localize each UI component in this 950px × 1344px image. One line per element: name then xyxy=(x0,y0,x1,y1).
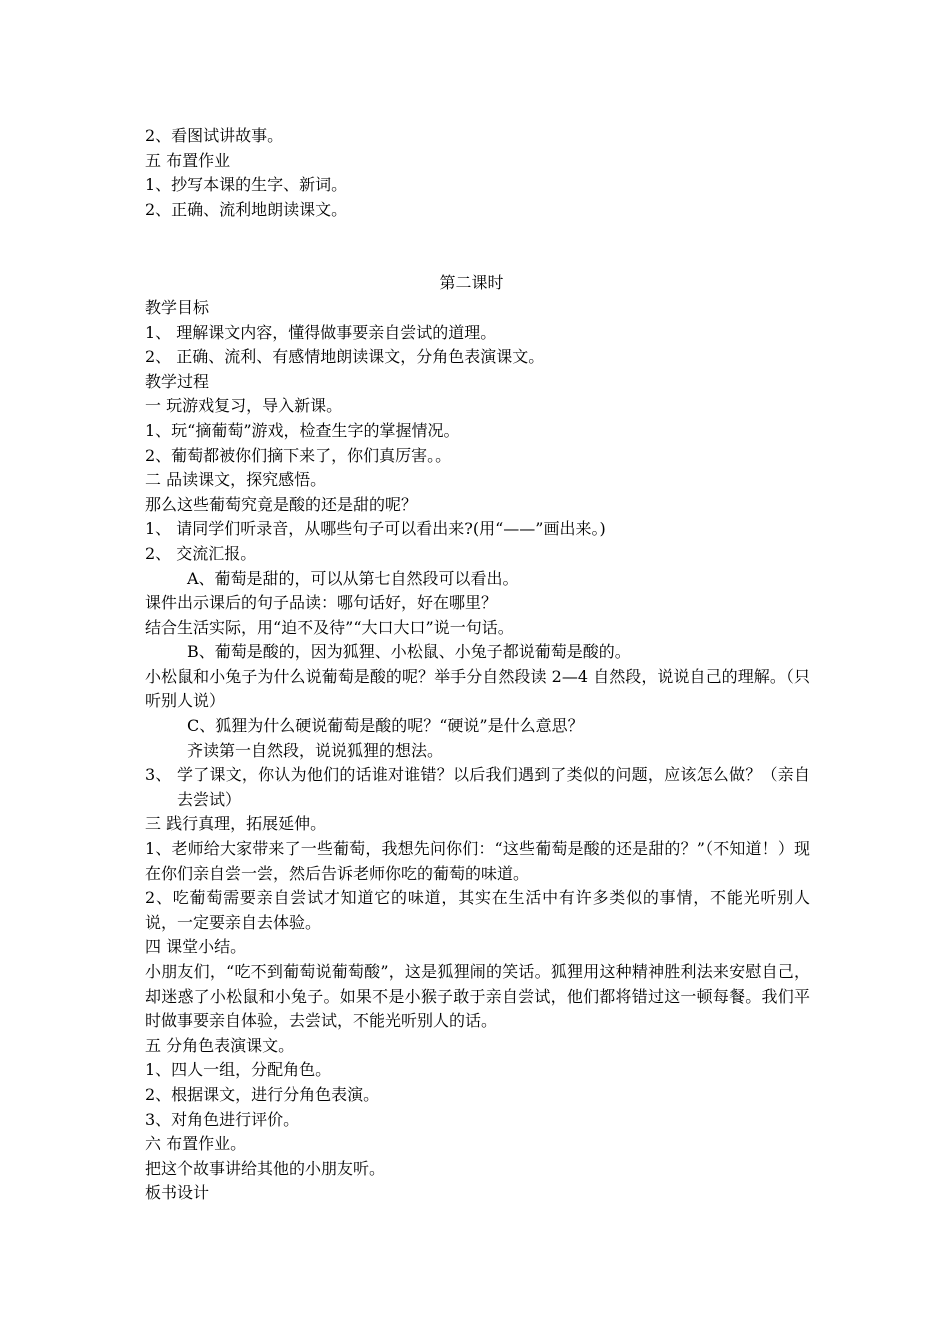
text-line: 2、根据课文，进行分角色表演。 xyxy=(145,1084,380,1104)
text-line: 齐读第一自然段，说说狐狸的想法。 xyxy=(187,740,444,760)
text-line: 1、四人一组，分配角色。 xyxy=(145,1060,332,1080)
spacer xyxy=(145,222,810,271)
section-heading: 板书设计 xyxy=(145,1183,210,1203)
text-line: 1、抄写本课的生字、新词。 xyxy=(145,175,348,195)
text-line: 把这个故事讲给其他的小朋友听。 xyxy=(145,1158,386,1178)
section-heading: 三 践行真理，拓展延伸。 xyxy=(145,814,327,834)
text-line: 2、 正确、流利、有感情地朗读课文，分角色表演课文。 xyxy=(145,347,545,367)
text-line: C、狐狸为什么硬说葡萄是酸的呢？“硬说”是什么意思？ xyxy=(187,716,584,736)
text-line: 1、 请同学们听录音，从哪些句子可以看出来?(用“——”画出来。) xyxy=(145,519,606,539)
text-line: 2、 交流汇报。 xyxy=(145,543,257,563)
document-page xyxy=(145,124,810,1206)
text-line: A、葡萄是甜的，可以从第七自然段可以看出。 xyxy=(187,568,519,588)
text-line: 课件出示课后的句子品读：哪句话好，好在哪里？ xyxy=(145,593,498,613)
text-line: 2、看图试讲故事。 xyxy=(145,126,284,145)
text-line: 1、 理解课文内容，懂得做事要亲自尝试的道理。 xyxy=(145,322,497,342)
text-paragraph: 2、吃葡萄需要亲自尝试才知道它的味道，其实在生活中有许多类似的事情，不能光听别人说，一定要亲自去体验。 xyxy=(145,888,810,932)
text-line: 2、正确、流利地朗读课文。 xyxy=(145,199,348,219)
section-heading: 五 分角色表演课文。 xyxy=(145,1035,295,1055)
text-paragraph: 小松鼠和小兔子为什么说葡萄是酸的呢？举手分自然段读 2—4 自然段，说说自己的理解。（只听别人说） xyxy=(145,666,810,711)
section-heading: 四 课堂小结。 xyxy=(145,937,247,957)
text-line: B、葡萄是酸的，因为狐狸、小松鼠、小兔子都说葡萄是酸的。 xyxy=(187,642,631,662)
section-heading: 一 玩游戏复习，导入新课。 xyxy=(145,396,343,416)
section-heading: 教学过程 xyxy=(145,371,210,391)
section-heading: 五 布置作业 xyxy=(145,150,231,170)
text-paragraph: 3、 学了课文，你认为他们的话谁对谁错？以后我们遇到了类似的问题，应该怎么做？（亲自去尝试） xyxy=(145,765,810,809)
text-line: 3、对角色进行评价。 xyxy=(145,1109,300,1129)
section-heading: 六 布置作业。 xyxy=(145,1134,247,1154)
text-line: 那么这些葡萄究竟是酸的还是甜的呢？ xyxy=(145,494,418,514)
lesson-title: 第二课时 xyxy=(439,273,504,293)
text-line: 1、玩“摘葡萄”游戏，检查生字的掌握情况。 xyxy=(145,420,460,440)
text-paragraph: 1、老师给大家带来了一些葡萄，我想先问你们：“这些葡萄是酸的还是甜的？”（不知道！）现在你们亲自尝一尝，然后告诉老师你吃的葡萄的味道。 xyxy=(145,839,810,883)
section-heading: 二 品读课文，探究感悟。 xyxy=(145,470,327,490)
text-line: 2、葡萄都被你们摘下来了，你们真厉害。。 xyxy=(145,445,452,465)
text-line: 结合生活实际，用“迫不及待”“大口大口”说一句话。 xyxy=(145,617,514,637)
section-heading: 教学目标 xyxy=(145,297,210,317)
text-paragraph: 小朋友们，“吃不到葡萄说葡萄酸”，这是狐狸闹的笑话。狐狸用这种精神胜利法来安慰自己，却迷惑了小松鼠和小兔子。如果不是小猴子敢于亲自尝试，他们都将错过这一顿每餐。我们平时做事要亲自体验，去尝试，不能光听别人的话。 xyxy=(145,962,810,1031)
